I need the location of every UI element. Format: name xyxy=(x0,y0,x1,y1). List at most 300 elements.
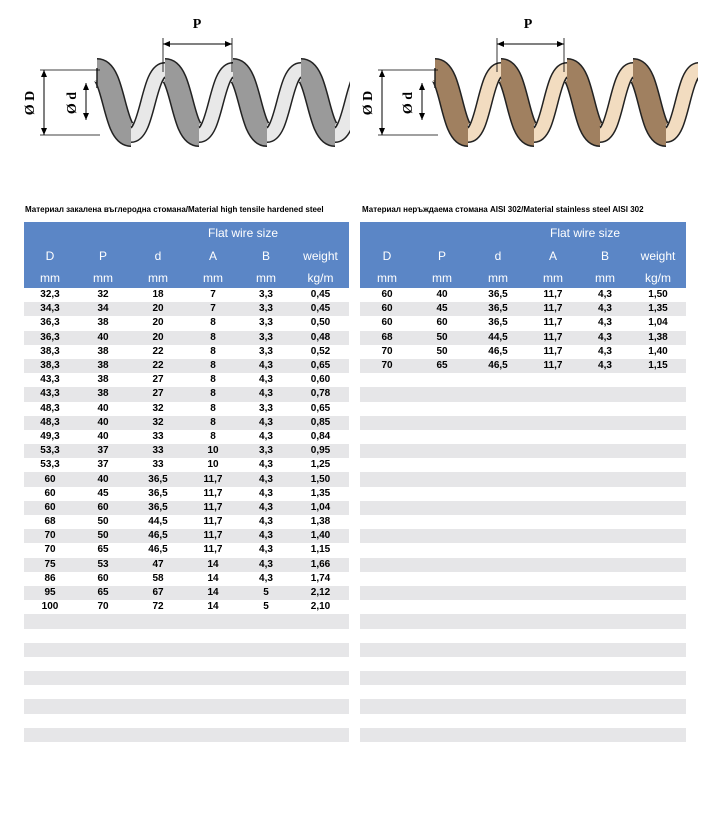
table-row xyxy=(24,699,349,713)
column-header-row xyxy=(24,244,349,267)
table-row xyxy=(24,586,349,600)
table-cell xyxy=(526,586,580,600)
table-cell xyxy=(470,586,526,600)
table-cell: 0,60 xyxy=(292,373,349,387)
table-cell: 60 xyxy=(76,501,130,515)
table-cell xyxy=(414,728,470,742)
table-cell: 60 xyxy=(360,316,414,330)
pitch-label: P xyxy=(523,17,533,32)
table-cell xyxy=(240,714,292,728)
table-cell xyxy=(130,728,186,742)
table-row xyxy=(24,543,349,557)
table-row xyxy=(360,430,686,444)
table-cell xyxy=(292,699,349,713)
table-cell xyxy=(470,671,526,685)
table-cell xyxy=(130,657,186,671)
table-cell xyxy=(580,487,630,501)
table-cell: 36,3 xyxy=(24,316,76,330)
table-cell: 33 xyxy=(130,458,186,472)
table-cell xyxy=(360,558,414,572)
table-cell: 58 xyxy=(130,572,186,586)
table-cell: 4,3 xyxy=(580,345,630,359)
table-cell: 43,3 xyxy=(24,387,76,401)
table-cell xyxy=(526,543,580,557)
table-cell: 11,7 xyxy=(186,529,240,543)
table-cell xyxy=(414,373,470,387)
table-cell: 7 xyxy=(186,288,240,302)
table-cell: 40 xyxy=(76,416,130,430)
table-cell xyxy=(414,472,470,486)
table-cell: 14 xyxy=(186,600,240,614)
table-row xyxy=(24,515,349,529)
table-cell: 68 xyxy=(24,515,76,529)
table-cell xyxy=(240,685,292,699)
table-cell xyxy=(470,685,526,699)
table-cell xyxy=(186,685,240,699)
table-row xyxy=(360,643,686,657)
table-cell: 8 xyxy=(186,345,240,359)
column-header: A xyxy=(186,244,240,267)
table-row xyxy=(360,316,686,330)
table-cell: 1,40 xyxy=(292,529,349,543)
table-row xyxy=(24,629,349,643)
table-cell xyxy=(360,600,414,614)
table-cell xyxy=(360,430,414,444)
table-row xyxy=(360,671,686,685)
table-cell xyxy=(130,699,186,713)
group-header-flat-wire-size: Flat wire size xyxy=(186,222,349,244)
table-row xyxy=(24,657,349,671)
table-cell xyxy=(580,472,630,486)
table-cell: 4,3 xyxy=(580,302,630,316)
table-row xyxy=(24,387,349,401)
table-cell xyxy=(360,643,414,657)
table-cell: 1,25 xyxy=(292,458,349,472)
column-header: d xyxy=(470,244,526,267)
table-row xyxy=(360,657,686,671)
table-cell xyxy=(76,728,130,742)
table-cell xyxy=(580,529,630,543)
table-cell: 3,3 xyxy=(240,402,292,416)
table-row xyxy=(24,288,349,302)
table-row xyxy=(360,742,686,756)
table-row xyxy=(360,402,686,416)
table-cell xyxy=(414,487,470,501)
table-cell xyxy=(630,387,686,401)
table-cell: 36,5 xyxy=(470,302,526,316)
table-cell xyxy=(580,501,630,515)
table-cell xyxy=(414,515,470,529)
table-cell xyxy=(360,402,414,416)
table-title-stainless-steel: Материал неръждаема стомана AISI 302/Material stainless steel AISI 302 xyxy=(362,205,644,214)
table-cell xyxy=(526,458,580,472)
table-cell: 70 xyxy=(76,600,130,614)
table-cell xyxy=(360,586,414,600)
table-cell: 27 xyxy=(130,373,186,387)
table-cell xyxy=(630,472,686,486)
table-cell xyxy=(240,742,292,756)
table-cell: 5 xyxy=(240,600,292,614)
table-cell xyxy=(630,572,686,586)
table-cell: 27 xyxy=(130,387,186,401)
table-cell xyxy=(76,629,130,643)
table-cell: 5 xyxy=(240,586,292,600)
table-cell: 50 xyxy=(76,529,130,543)
table-cell: 60 xyxy=(24,487,76,501)
table-cell xyxy=(630,373,686,387)
table-cell xyxy=(414,742,470,756)
table-cell xyxy=(186,728,240,742)
table-cell xyxy=(24,643,76,657)
table-cell: 37 xyxy=(76,444,130,458)
table-cell: 3,3 xyxy=(240,288,292,302)
table-cell: 65 xyxy=(76,586,130,600)
table-cell: 4,3 xyxy=(240,487,292,501)
table-cell xyxy=(292,728,349,742)
table-cell xyxy=(24,742,76,756)
table-row xyxy=(360,302,686,316)
table-cell xyxy=(470,614,526,628)
table-row xyxy=(24,685,349,699)
table-cell xyxy=(360,373,414,387)
table-cell xyxy=(630,699,686,713)
table-cell: 37 xyxy=(76,458,130,472)
table-cell xyxy=(526,444,580,458)
table-cell xyxy=(630,402,686,416)
table-cell: 4,3 xyxy=(580,331,630,345)
table-cell: 11,7 xyxy=(186,543,240,557)
table-cell: 22 xyxy=(130,359,186,373)
unit-header-row xyxy=(24,267,349,288)
unit-header: mm xyxy=(76,267,130,288)
table-cell xyxy=(360,742,414,756)
table-cell xyxy=(240,629,292,643)
table-row xyxy=(24,430,349,444)
column-header: weight xyxy=(630,244,686,267)
table-cell: 32,3 xyxy=(24,288,76,302)
table-cell: 38 xyxy=(76,359,130,373)
table-row xyxy=(24,600,349,614)
table-cell xyxy=(414,600,470,614)
table-cell: 2,12 xyxy=(292,586,349,600)
table-cell: 38 xyxy=(76,345,130,359)
table-cell: 33 xyxy=(130,430,186,444)
table-cell xyxy=(186,657,240,671)
table-cell xyxy=(292,657,349,671)
table-cell: 34,3 xyxy=(24,302,76,316)
table-cell: 4,3 xyxy=(240,416,292,430)
table-cell xyxy=(360,387,414,401)
table-cell: 3,3 xyxy=(240,302,292,316)
table-cell xyxy=(240,699,292,713)
table-cell xyxy=(360,657,414,671)
table-cell xyxy=(360,629,414,643)
outer-diameter-label: Ø D xyxy=(361,90,376,116)
table-cell xyxy=(470,515,526,529)
table-cell xyxy=(360,472,414,486)
table-cell: 40 xyxy=(76,472,130,486)
table-cell xyxy=(470,643,526,657)
table-body xyxy=(360,288,686,756)
table-cell xyxy=(240,614,292,628)
table-cell xyxy=(470,714,526,728)
table-cell xyxy=(630,416,686,430)
table-cell: 8 xyxy=(186,402,240,416)
table-cell: 0,45 xyxy=(292,288,349,302)
table-cell xyxy=(360,671,414,685)
table-cell: 75 xyxy=(24,558,76,572)
table-cell: 1,38 xyxy=(630,331,686,345)
table-row xyxy=(24,671,349,685)
table-cell: 4,3 xyxy=(240,529,292,543)
table-cell xyxy=(24,629,76,643)
table-cell xyxy=(76,714,130,728)
table-row xyxy=(24,402,349,416)
table-cell xyxy=(360,543,414,557)
table-cell xyxy=(630,714,686,728)
table-title-hardened-steel: Материал закалена въглеродна стомана/Material high tensile hardened steel xyxy=(25,205,324,214)
table-cell: 3,3 xyxy=(240,345,292,359)
table-row xyxy=(24,742,349,756)
column-header: d xyxy=(130,244,186,267)
table-cell: 32 xyxy=(76,288,130,302)
table-cell xyxy=(186,699,240,713)
table-cell xyxy=(580,657,630,671)
table-cell xyxy=(526,472,580,486)
table-cell xyxy=(630,543,686,557)
table-cell xyxy=(292,643,349,657)
table-cell xyxy=(414,657,470,671)
table-cell xyxy=(630,586,686,600)
spec-table-stainless-steel xyxy=(360,222,686,756)
table-cell xyxy=(526,487,580,501)
table-cell: 0,65 xyxy=(292,402,349,416)
table-cell xyxy=(24,671,76,685)
unit-header: mm xyxy=(470,267,526,288)
table-row xyxy=(24,444,349,458)
table-cell xyxy=(526,742,580,756)
table-cell xyxy=(470,629,526,643)
table-cell xyxy=(526,501,580,515)
outer-diameter-label: Ø D xyxy=(23,90,38,116)
table-cell xyxy=(360,699,414,713)
table-cell xyxy=(76,685,130,699)
table-cell: 40 xyxy=(76,430,130,444)
table-cell: 46,5 xyxy=(470,345,526,359)
table-row xyxy=(24,558,349,572)
table-cell: 0,95 xyxy=(292,444,349,458)
unit-header: kg/m xyxy=(292,267,349,288)
table-cell: 1,35 xyxy=(292,487,349,501)
table-cell: 1,15 xyxy=(630,359,686,373)
table-row xyxy=(24,373,349,387)
table-cell xyxy=(580,430,630,444)
spring-coil-drawing xyxy=(435,68,698,135)
table-cell xyxy=(630,742,686,756)
table-cell: 46,5 xyxy=(470,359,526,373)
table-cell: 49,3 xyxy=(24,430,76,444)
table-cell xyxy=(630,671,686,685)
table-cell xyxy=(292,629,349,643)
table-cell xyxy=(186,629,240,643)
table-cell xyxy=(580,558,630,572)
header-spacer xyxy=(360,222,526,244)
column-header: B xyxy=(240,244,292,267)
table-cell xyxy=(470,458,526,472)
table-cell xyxy=(414,671,470,685)
table-cell: 8 xyxy=(186,331,240,345)
table-cell xyxy=(360,728,414,742)
table-cell: 4,3 xyxy=(240,501,292,515)
table-cell xyxy=(580,629,630,643)
table-cell: 0,45 xyxy=(292,302,349,316)
table-cell xyxy=(630,444,686,458)
table-cell xyxy=(526,657,580,671)
table-row xyxy=(360,288,686,302)
table-cell: 33 xyxy=(130,444,186,458)
table-row xyxy=(360,373,686,387)
table-cell: 4,3 xyxy=(580,359,630,373)
table-cell: 11,7 xyxy=(186,501,240,515)
table-row xyxy=(360,515,686,529)
table-cell: 1,04 xyxy=(292,501,349,515)
table-cell xyxy=(526,387,580,401)
table-cell xyxy=(186,671,240,685)
table-row xyxy=(360,444,686,458)
table-cell xyxy=(630,487,686,501)
table-cell xyxy=(414,543,470,557)
table-row xyxy=(360,458,686,472)
table-row xyxy=(360,529,686,543)
table-cell xyxy=(240,657,292,671)
table-cell xyxy=(580,543,630,557)
unit-header: mm xyxy=(186,267,240,288)
table-cell xyxy=(630,685,686,699)
column-header: weight xyxy=(292,244,349,267)
table-cell xyxy=(240,728,292,742)
table-cell: 32 xyxy=(130,416,186,430)
table-cell: 0,50 xyxy=(292,316,349,330)
table-cell xyxy=(526,373,580,387)
table-cell xyxy=(414,614,470,628)
table-cell xyxy=(24,714,76,728)
table-cell: 11,7 xyxy=(186,487,240,501)
table-cell: 70 xyxy=(360,345,414,359)
table-cell: 8 xyxy=(186,430,240,444)
table-row xyxy=(360,572,686,586)
table-cell: 8 xyxy=(186,416,240,430)
table-cell xyxy=(76,643,130,657)
table-cell xyxy=(24,657,76,671)
inner-diameter-label: Ø d xyxy=(401,91,416,115)
table-cell xyxy=(526,430,580,444)
table-cell: 60 xyxy=(360,288,414,302)
table-cell xyxy=(580,572,630,586)
table-cell: 20 xyxy=(130,316,186,330)
table-cell: 4,3 xyxy=(580,288,630,302)
table-cell xyxy=(186,742,240,756)
table-cell xyxy=(240,671,292,685)
table-row xyxy=(24,501,349,515)
table-cell: 36,5 xyxy=(470,316,526,330)
table-row xyxy=(360,586,686,600)
table-cell: 68 xyxy=(360,331,414,345)
table-cell: 38,3 xyxy=(24,359,76,373)
table-cell xyxy=(360,529,414,543)
table-cell xyxy=(526,671,580,685)
table-cell: 11,7 xyxy=(186,472,240,486)
table-cell xyxy=(470,529,526,543)
table-cell xyxy=(414,714,470,728)
table-cell: 0,65 xyxy=(292,359,349,373)
table-cell xyxy=(130,685,186,699)
table-cell xyxy=(470,373,526,387)
table-cell xyxy=(414,430,470,444)
table-row xyxy=(24,302,349,316)
unit-header: mm xyxy=(360,267,414,288)
table-cell xyxy=(526,728,580,742)
table-cell xyxy=(414,501,470,515)
table-body xyxy=(24,288,349,756)
table-cell xyxy=(580,586,630,600)
table-cell xyxy=(470,430,526,444)
table-cell: 38 xyxy=(76,316,130,330)
table-cell: 18 xyxy=(130,288,186,302)
table-cell xyxy=(24,685,76,699)
table-cell: 60 xyxy=(360,302,414,316)
table-cell: 46,5 xyxy=(130,543,186,557)
table-cell: 4,3 xyxy=(240,458,292,472)
table-cell: 4,3 xyxy=(240,472,292,486)
table-cell xyxy=(580,600,630,614)
table-cell: 40 xyxy=(76,331,130,345)
table-cell xyxy=(24,728,76,742)
table-cell xyxy=(360,487,414,501)
table-cell: 36,5 xyxy=(130,501,186,515)
table-cell xyxy=(414,629,470,643)
table-cell xyxy=(630,629,686,643)
table-cell: 36,3 xyxy=(24,331,76,345)
table-row xyxy=(24,643,349,657)
table-cell xyxy=(414,643,470,657)
table-cell: 4,3 xyxy=(240,543,292,557)
table-row xyxy=(360,543,686,557)
table-cell: 60 xyxy=(24,501,76,515)
table-cell xyxy=(630,501,686,515)
table-cell xyxy=(292,714,349,728)
table-cell: 60 xyxy=(414,316,470,330)
table-cell: 1,50 xyxy=(292,472,349,486)
table-row xyxy=(24,345,349,359)
table-cell: 7 xyxy=(186,302,240,316)
table-cell xyxy=(414,444,470,458)
table-cell: 11,7 xyxy=(526,302,580,316)
table-row xyxy=(360,359,686,373)
table-cell: 86 xyxy=(24,572,76,586)
table-cell: 53 xyxy=(76,558,130,572)
table-cell xyxy=(292,742,349,756)
table-cell: 1,66 xyxy=(292,558,349,572)
header-spacer xyxy=(24,222,186,244)
table-row xyxy=(24,572,349,586)
spring-diagram-stainless-steel xyxy=(338,0,698,150)
table-cell xyxy=(76,699,130,713)
table-cell: 4,3 xyxy=(240,430,292,444)
table-cell xyxy=(580,728,630,742)
table-cell xyxy=(24,699,76,713)
table-cell: 1,40 xyxy=(630,345,686,359)
table-cell: 1,38 xyxy=(292,515,349,529)
